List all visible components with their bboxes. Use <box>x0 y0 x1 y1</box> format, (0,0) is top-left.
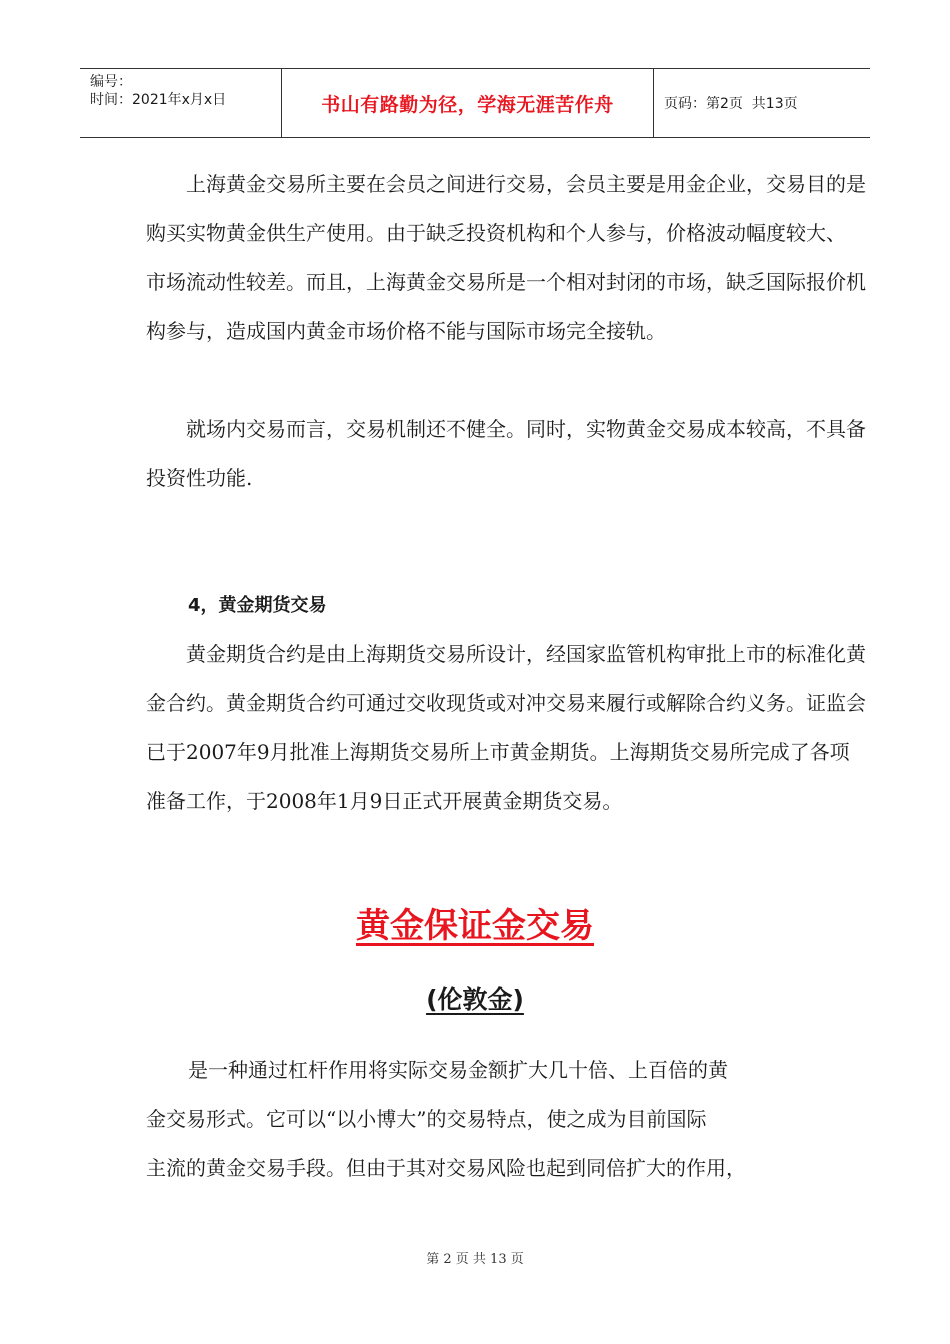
page-header <box>80 68 870 138</box>
paragraph-text: 上海黄金交易所主要在会员之间进行交易，会员主要是用金企业，交易目的是购买实物黄金供生产使用。由于缺乏投资机构和个人参与，价格波动幅度较大、 市场流动性较差。而且，上海黄金交易所是一个相对封闭的市场，缺乏国际报价机构参与，造成国内黄金市场价格不能与国际市场完全接轨。 <box>146 172 866 343</box>
header-page-info <box>654 69 870 137</box>
page-footer: 第 2 页 共 13 页 <box>426 1252 524 1267</box>
section-heading-gold-futures: 4，黄金期货交易 <box>188 595 327 616</box>
paragraph-shanghai-gold-exchange <box>146 160 866 356</box>
page-info-text: 页码：第2页 共13页 <box>664 96 798 112</box>
header-motto-cell <box>282 69 654 137</box>
document-time-label: 时间：2021年x月x日 <box>90 92 227 108</box>
paragraph-margin-line-3: 主流的黄金交易手段。但由于其对交易风险也起到同倍扩大的作用， <box>146 1156 746 1180</box>
header-motto: 书山有路勤为径，学海无涯苦作舟 <box>321 93 614 116</box>
paragraph-gold-futures <box>146 630 866 826</box>
header-meta <box>80 69 282 137</box>
document-number-label: 编号： <box>90 74 132 90</box>
paragraph-margin-line-2: 金交易形式。它可以“以小博大”的交易特点，使之成为目前国际 <box>146 1107 707 1131</box>
paragraph-text: 就场内交易而言，交易机制还不健全。同时，实物黄金交易成本较高，不具备投资性功能. <box>146 417 866 490</box>
paragraph-margin-line-1: 是一种通过杠杆作用将实际交易金额扩大几十倍、上百倍的黄 <box>188 1058 728 1082</box>
section-subtitle-london-gold: (伦敦金) <box>426 985 524 1014</box>
paragraph-text: 黄金期货合约是由上海期货交易所设计，经国家监管机构审批上市的标准化黄金合约。黄金期货合约可通过交收现货或对冲交易来履行或解除合约义务。证监会已于2007年9月批准上海期货交易所上市黄金期货。上海期货交易所完成了各项准备工作，于2008年1月9日正式开展黄金期货交易。 <box>146 642 866 813</box>
section-title-margin-trading: 黄金保证金交易 <box>356 906 594 946</box>
paragraph-trading-mechanism <box>146 405 866 503</box>
